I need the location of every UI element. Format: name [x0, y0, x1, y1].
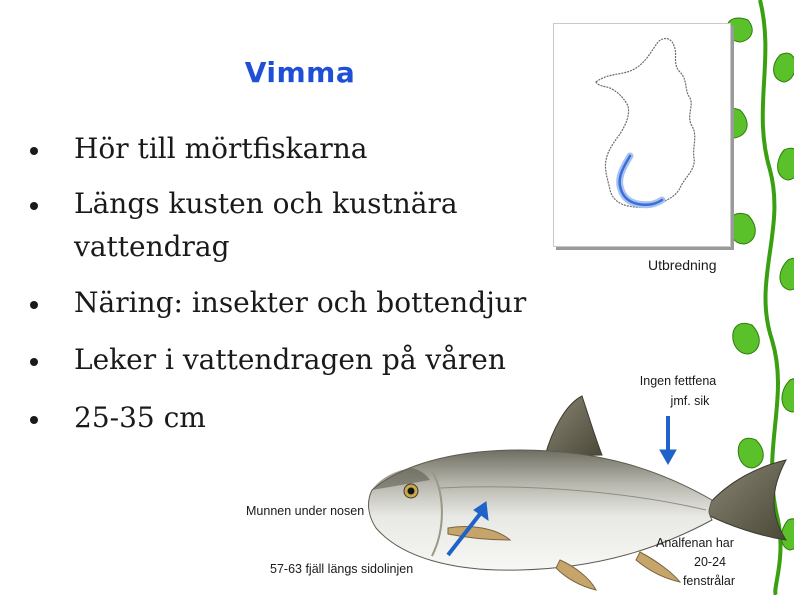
bullet-text: Hör till mörtfiskarna [74, 132, 368, 165]
annotation-analfena-line3: fenstrålar [682, 574, 736, 588]
bullet-text: Näring: insekter och bottendjur [74, 286, 527, 319]
annotation-mun: Munnen under nosen [246, 504, 365, 518]
annotation-fjall: 57-63 fjäll längs sidolinjen [270, 562, 414, 576]
dorsal-fin [545, 396, 602, 456]
annotation-analfena-line2: 20-24 [694, 555, 726, 569]
annotation-fettfena-line1: Ingen fettfena [639, 374, 717, 388]
bullet-text: Leker i vattendragen på våren [74, 343, 506, 376]
fish-pupil [408, 488, 415, 495]
map-caption: Utbredning [648, 257, 717, 273]
annotation-analfena-line1: Analfenan har [656, 536, 734, 550]
slide-title: Vimma [244, 56, 356, 89]
bullet-text: 25-35 cm [74, 401, 206, 434]
fish-body [369, 450, 712, 570]
annotation-fettfena-line2: jmf. sik [670, 394, 710, 408]
tail-fin [708, 460, 786, 540]
bullet-text-continuation: vattendrag [74, 230, 230, 263]
bullet-text: Längs kusten och kustnära [74, 187, 458, 220]
arrow-fettfena-head [660, 450, 676, 464]
